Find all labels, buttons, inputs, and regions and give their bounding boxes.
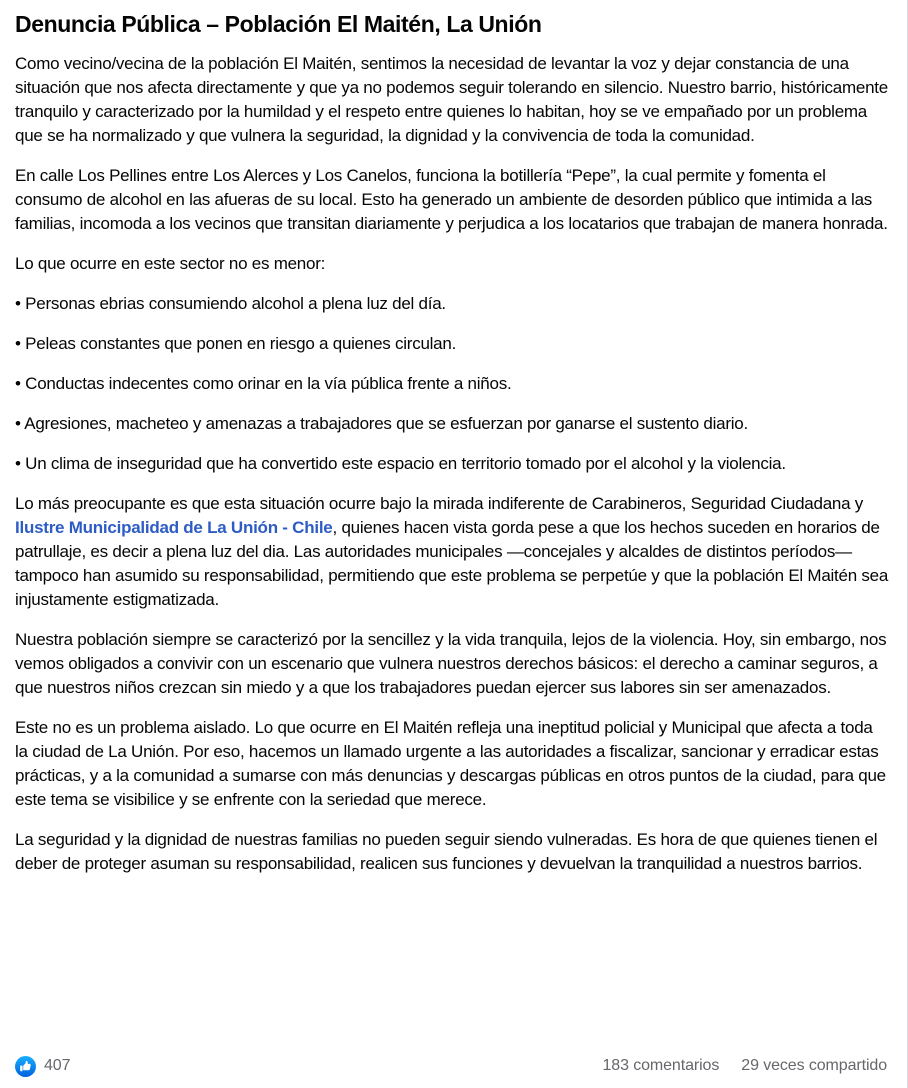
post-bullet: • Peleas constantes que ponen en riesgo a quienes circulan. [15,334,457,353]
post-bullet: • Agresiones, macheteo y amenazas a trabajadores que se esfuerzan por ganarse el sustento diario. [15,414,748,433]
shares-count[interactable]: 29 veces compartido [741,1057,887,1074]
mention-text-before: Lo más preocupante es que esta situación ocurre bajo la mirada indiferente de Carabineros, Seguridad Ciudadana y [15,494,864,513]
counts-right [602,1054,887,1078]
page-mention-link[interactable]: Ilustre Municipalidad de La Unión - Chile [15,518,333,537]
post-paragraph: En calle Los Pellines entre Los Alerces y Los Canelos, funciona la botillería “Pepe”, la cual permite y fomenta el consumo de alcohol en las afueras de su local. Esto ha generado un ambiente de desorden público que intimida a las familias, incomoda a los vecinos que transitan diariamente y perjudica a los locatarios que trabajan de manera honrada. [15,166,888,233]
post-bullet: • Un clima de inseguridad que ha convertido este espacio en territorio tomado por el alcohol y la violencia. [15,454,786,473]
post-paragraph: Nuestra población siempre se caracterizó por la sencillez y la vida tranquila, lejos de la violencia. Hoy, sin embargo, nos vemos obligados a convivir con un escenario que vulnera nuestros derechos básicos: el derecho a caminar seguros, a que nuestros niños crezcan sin miedo y a que los trabajadores puedan ejercer sus labores sin ser amenazados. [15,630,887,697]
post-paragraph-with-mention [15,492,889,612]
mention-text-after: , quienes hacen vista gorda pese a que los hechos suceden en horarios de patrullaje, es decir a plena luz del dia. Las autoridades municipales —concejales y alcaldes de distintos períodos— tampoco han asumido su responsabilidad, permitiendo que este problema se perpetúe y que la población El Maitén sea injustamente estigmatizada. [15,518,889,609]
engagement-bar [15,1054,887,1078]
post-paragraph: Lo que ocurre en este sector no es menor: [15,254,326,273]
thumbs-up-reaction-icon [15,1056,36,1077]
post-paragraph: La seguridad y la dignidad de nuestras familias no pueden seguir siendo vulneradas. Es hora de que quienes tienen el deber de proteger asuman su responsabilidad, realicen sus funciones y devuelvan la tranquilidad a nuestros barrios. [15,830,878,873]
reaction-count[interactable]: 407 [44,1057,71,1074]
post-bullet: • Conductas indecentes como orinar en la vía pública frente a niños. [15,374,512,393]
post-title: Denuncia Pública – Población El Maitén, La Unión [15,11,542,37]
comments-count[interactable]: 183 comentarios [602,1057,720,1074]
reactions-summary[interactable] [15,1054,70,1078]
post-paragraph: Este no es un problema aislado. Lo que ocurre en El Maitén refleja una ineptitud policial y Municipal que afecta a toda la ciudad de La Unión. Por eso, hacemos un llamado urgente a las autoridades a fiscalizar, sancionar y erradicar estas prácticas, y a la comunidad a sumarse con más denuncias y descargas públicas en otros puntos de la ciudad, para que este tema se visibilice y se enfrente con la seriedad que merece. [15,718,886,809]
post-bullet: • Personas ebrias consumiendo alcohol a plena luz del día. [15,294,446,313]
post-paragraph: Como vecino/vecina de la población El Maitén, sentimos la necesidad de levantar la voz y dejar constancia de una situación que nos afecta directamente y que ya no podemos seguir tolerando en silencio. Nuestro barrio, históricamente tranquilo y caracterizado por la humildad y el respeto entre quienes lo habitan, hoy se ve empañado por un problema que se ha normalizado y que vulnera la seguridad, la dignidad y la convivencia de toda la comunidad. [15,54,888,145]
